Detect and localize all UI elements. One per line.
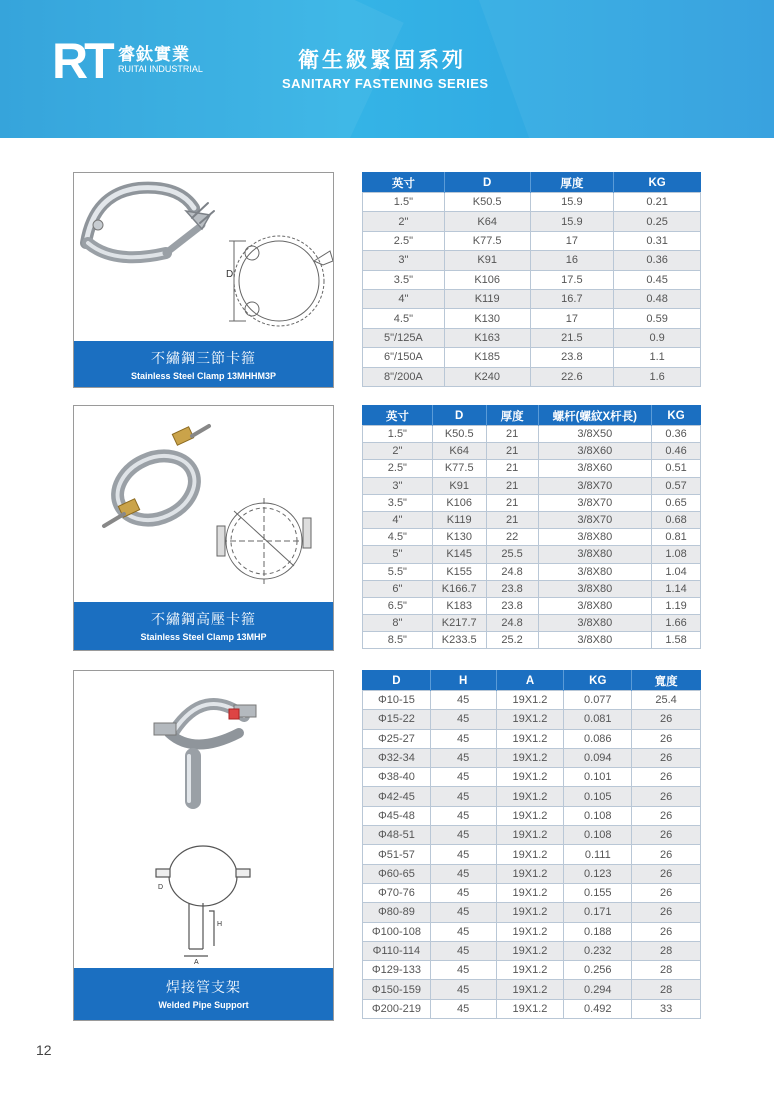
table-cell: 0.094 [564,748,632,767]
table-row [363,546,701,563]
table-cell: Φ70-76 [363,883,431,902]
spec-table-clamp-hp [362,405,701,649]
table-cell: 3" [363,251,445,270]
product-name-en: Stainless Steel Clamp 13MHP [140,632,267,642]
table-row [363,193,701,212]
table-row [363,710,701,729]
table-row [363,367,701,386]
table-cell: Φ110-114 [363,941,431,960]
table-row [363,748,701,767]
table-cell: Φ60-65 [363,864,431,883]
table-cell: 0.108 [564,806,632,825]
column-header: KG [564,671,632,691]
table-cell: 26 [632,826,701,845]
table-row [363,999,701,1018]
table-cell: 16 [530,251,614,270]
table-row [363,922,701,941]
product-label [74,602,333,650]
table-cell: 45 [430,864,496,883]
table-cell: 2" [363,212,445,231]
table-cell: 45 [430,691,496,710]
table-cell: Φ51-57 [363,845,431,864]
table-cell: 21 [486,443,538,460]
table-cell: Φ150-159 [363,980,431,999]
table-cell: Φ25-27 [363,729,431,748]
header-banner [0,0,774,138]
table-cell: 0.31 [614,231,701,250]
dimension-label: D [226,269,234,280]
table-cell: 8.5" [363,632,433,649]
table-cell: 0.111 [564,845,632,864]
table-row [363,768,701,787]
table-cell: 1.66 [652,615,701,632]
table-cell: 19X1.2 [496,845,564,864]
table-cell: K233.5 [432,632,486,649]
table-cell: 3.5" [363,494,433,511]
table-cell: 26 [632,729,701,748]
table-row [363,903,701,922]
table-cell: 26 [632,710,701,729]
table-cell: 0.492 [564,999,632,1018]
table-cell: 5"/125A [363,328,445,347]
product-image-clamp-3p [74,173,333,345]
table-cell: Φ200-219 [363,999,431,1018]
table-cell: 19X1.2 [496,922,564,941]
table-cell: 19X1.2 [496,787,564,806]
table-cell: 0.171 [564,903,632,922]
table-row [363,494,701,511]
table-cell: Φ45-48 [363,806,431,825]
table-cell: 21.5 [530,328,614,347]
table-cell: 45 [430,903,496,922]
table-cell: 33 [632,999,701,1018]
product-label [74,968,333,1020]
table-cell: 21 [486,511,538,528]
table-cell: 26 [632,806,701,825]
table-cell: 0.256 [564,961,632,980]
table-row [363,691,701,710]
table-cell: 1.08 [652,546,701,563]
table-row [363,826,701,845]
table-row [363,443,701,460]
table-cell: 28 [632,980,701,999]
column-header: D [444,173,530,193]
table-cell: K64 [444,212,530,231]
table-row [363,251,701,270]
table-cell: 3/8X80 [538,632,652,649]
table-cell: 0.081 [564,710,632,729]
table-cell: K183 [432,597,486,614]
table-cell: 0.65 [652,494,701,511]
table-cell: 2.5" [363,231,445,250]
table-cell: 45 [430,768,496,787]
table-cell: 45 [430,729,496,748]
table-cell: K91 [444,251,530,270]
table-row [363,597,701,614]
table-cell: 3.5" [363,270,445,289]
table-row [363,212,701,231]
table-cell: Φ48-51 [363,826,431,845]
table-row [363,864,701,883]
table-cell: 3/8X80 [538,546,652,563]
table-cell: 1.1 [614,348,701,367]
table-cell: Φ100-108 [363,922,431,941]
table-cell: 6.5" [363,597,433,614]
table-cell: 45 [430,980,496,999]
table-row [363,632,701,649]
table-cell: 19X1.2 [496,999,564,1018]
dimension-label: D [158,884,164,891]
table-cell: 26 [632,922,701,941]
table-row [363,883,701,902]
table-cell: 0.48 [614,289,701,308]
table-cell: 4.5" [363,529,433,546]
table-cell: 19X1.2 [496,710,564,729]
spec-table-pipe-support [362,670,701,1019]
table-cell: 19X1.2 [496,729,564,748]
table-cell: 3/8X70 [538,477,652,494]
table-cell: 0.086 [564,729,632,748]
column-header: KG [614,173,701,193]
table-cell: 45 [430,826,496,845]
product-card-pipe-support [73,670,334,1021]
table-cell: 45 [430,787,496,806]
table-cell: 4" [363,511,433,528]
table-cell: 19X1.2 [496,748,564,767]
column-header: 厚度 [486,406,538,426]
table-row [363,941,701,960]
table-cell: K155 [432,563,486,580]
table-row [363,529,701,546]
table-cell: 3/8X80 [538,597,652,614]
table-cell: 3/8X60 [538,460,652,477]
table-cell: 16.7 [530,289,614,308]
table-cell: K77.5 [432,460,486,477]
table-cell: 45 [430,883,496,902]
table-cell: 45 [430,961,496,980]
table-cell: 3/8X70 [538,511,652,528]
table-cell: 3/8X80 [538,615,652,632]
table-cell: 19X1.2 [496,941,564,960]
table-cell: Φ42-45 [363,787,431,806]
table-cell: 45 [430,941,496,960]
table-cell: 3/8X70 [538,494,652,511]
table-cell: 26 [632,845,701,864]
table-cell: 23.8 [530,348,614,367]
spec-table-clamp-3p [362,172,701,387]
table-cell: 25.5 [486,546,538,563]
table-cell: 17 [530,309,614,328]
table-cell: 17 [530,231,614,250]
column-header: 厚度 [530,173,614,193]
table-row [363,787,701,806]
column-header: D [363,671,431,691]
product-card-clamp-3p [73,172,334,388]
table-cell: 21 [486,460,538,477]
table-row [363,580,701,597]
table-cell: K185 [444,348,530,367]
table-cell: 0.077 [564,691,632,710]
table-cell: 1.5" [363,426,433,443]
column-header: H [430,671,496,691]
table-cell: 23.8 [486,597,538,614]
table-cell: 19X1.2 [496,980,564,999]
company-name-en: RUITAI INDUSTRIAL [118,64,203,74]
table-cell: K163 [444,328,530,347]
table-cell: 0.155 [564,883,632,902]
table-cell: 1.04 [652,563,701,580]
dimension-label: H [217,921,223,928]
table-cell: 0.232 [564,941,632,960]
table-row [363,806,701,825]
table-cell: Φ32-34 [363,748,431,767]
table-cell: 0.59 [614,309,701,328]
column-header: D [432,406,486,426]
table-cell: 15.9 [530,193,614,212]
table-cell: K217.7 [432,615,486,632]
table-cell: 0.108 [564,826,632,845]
table-row [363,426,701,443]
table-cell: K106 [432,494,486,511]
table-cell: 45 [430,845,496,864]
table-row [363,845,701,864]
table-row [363,328,701,347]
table-cell: K119 [444,289,530,308]
table-cell: 2" [363,443,433,460]
table-cell: 26 [632,883,701,902]
table-cell: 19X1.2 [496,903,564,922]
table-cell: 25.2 [486,632,538,649]
product-image-pipe-support [74,671,333,973]
table-cell: 0.9 [614,328,701,347]
product-card-clamp-hp [73,405,334,651]
table-cell: 24.8 [486,615,538,632]
table-cell: Φ38-40 [363,768,431,787]
table-cell: 0.123 [564,864,632,883]
column-header: A [496,671,564,691]
table-cell: 19X1.2 [496,768,564,787]
table-cell: 0.21 [614,193,701,212]
product-name-cn: 不繡鋼三節卡箍 [151,351,256,367]
column-header: 螺杆(螺紋X杆長) [538,406,652,426]
table-cell: 21 [486,477,538,494]
table-cell: 22.6 [530,367,614,386]
table-cell: 19X1.2 [496,961,564,980]
table-cell: 23.8 [486,580,538,597]
table-cell: 19X1.2 [496,883,564,902]
table-cell: 5" [363,546,433,563]
table-cell: 0.101 [564,768,632,787]
table-cell: 28 [632,961,701,980]
table-cell: K91 [432,477,486,494]
table-cell: 8"/200A [363,367,445,386]
table-row [363,477,701,494]
table-cell: K106 [444,270,530,289]
company-logo: RT [52,33,111,89]
product-name-cn: 焊接管支架 [166,980,241,996]
table-cell: 26 [632,864,701,883]
column-header: KG [652,406,701,426]
table-cell: Φ80-89 [363,903,431,922]
table-row [363,231,701,250]
table-cell: K64 [432,443,486,460]
table-cell: 45 [430,999,496,1018]
product-name-en: Stainless Steel Clamp 13MHHM3P [130,371,277,381]
product-name-cn: 不繡鋼高壓卡箍 [151,612,256,628]
table-row [363,511,701,528]
table-cell: 19X1.2 [496,826,564,845]
table-cell: K166.7 [432,580,486,597]
table-row [363,961,701,980]
table-cell: 26 [632,768,701,787]
product-name-en: Welded Pipe Support [158,1000,249,1010]
table-cell: 0.188 [564,922,632,941]
page-title-cn: 衛生級緊固系列 [298,48,466,72]
table-cell: 6" [363,580,433,597]
table-cell: 4" [363,289,445,308]
company-name-cn: 睿鈦實業 [118,45,190,65]
table-cell: 1.19 [652,597,701,614]
table-cell: 21 [486,426,538,443]
table-cell: 3/8X80 [538,529,652,546]
table-cell: 19X1.2 [496,691,564,710]
table-cell: 19X1.2 [496,806,564,825]
table-cell: 26 [632,748,701,767]
table-cell: 15.9 [530,212,614,231]
product-image-clamp-hp [74,406,333,606]
table-row [363,309,701,328]
dimension-label: A [194,959,199,966]
table-cell: 21 [486,494,538,511]
table-cell: 45 [430,710,496,729]
column-header: 寬度 [632,671,701,691]
table-cell: 0.294 [564,980,632,999]
table-cell: 1.58 [652,632,701,649]
table-cell: 6"/150A [363,348,445,367]
page-title-en: SANITARY FASTENING SERIES [282,76,489,91]
table-cell: 24.8 [486,563,538,580]
table-cell: 0.57 [652,477,701,494]
table-cell: K240 [444,367,530,386]
table-cell: 3/8X60 [538,443,652,460]
table-cell: 19X1.2 [496,864,564,883]
banner-decoration [479,0,774,138]
table-row [363,348,701,367]
table-row [363,460,701,477]
table-cell: 0.81 [652,529,701,546]
table-cell: 3/8X50 [538,426,652,443]
table-row [363,289,701,308]
page-number: 12 [36,1042,52,1058]
table-row [363,563,701,580]
table-cell: 28 [632,941,701,960]
table-cell: 0.105 [564,787,632,806]
table-cell: 0.68 [652,511,701,528]
table-cell: K145 [432,546,486,563]
table-cell: K119 [432,511,486,528]
table-cell: 3/8X80 [538,563,652,580]
table-cell: 26 [632,903,701,922]
table-cell: 1.5" [363,193,445,212]
table-row [363,270,701,289]
table-row [363,729,701,748]
table-cell: 0.45 [614,270,701,289]
table-cell: 45 [430,922,496,941]
column-header: 英寸 [363,406,433,426]
table-cell: K50.5 [432,426,486,443]
table-cell: K130 [432,529,486,546]
table-cell: 0.36 [614,251,701,270]
table-cell: 8" [363,615,433,632]
table-cell: K50.5 [444,193,530,212]
table-cell: 3/8X80 [538,580,652,597]
table-cell: 0.51 [652,460,701,477]
table-row [363,615,701,632]
table-cell: 4.5" [363,309,445,328]
table-cell: 1.14 [652,580,701,597]
table-cell: 45 [430,748,496,767]
table-cell: 17.5 [530,270,614,289]
table-cell: 22 [486,529,538,546]
table-cell: Φ10-15 [363,691,431,710]
table-cell: Φ129-133 [363,961,431,980]
table-cell: 3" [363,477,433,494]
table-cell: 0.25 [614,212,701,231]
column-header: 英寸 [363,173,445,193]
table-cell: 1.6 [614,367,701,386]
table-cell: K130 [444,309,530,328]
table-cell: 0.46 [652,443,701,460]
table-cell: 2.5" [363,460,433,477]
table-cell: 0.36 [652,426,701,443]
table-cell: 45 [430,806,496,825]
table-cell: Φ15-22 [363,710,431,729]
table-cell: 5.5" [363,563,433,580]
table-cell: 25.4 [632,691,701,710]
product-label [74,341,333,387]
table-row [363,980,701,999]
table-cell: 26 [632,787,701,806]
table-cell: K77.5 [444,231,530,250]
